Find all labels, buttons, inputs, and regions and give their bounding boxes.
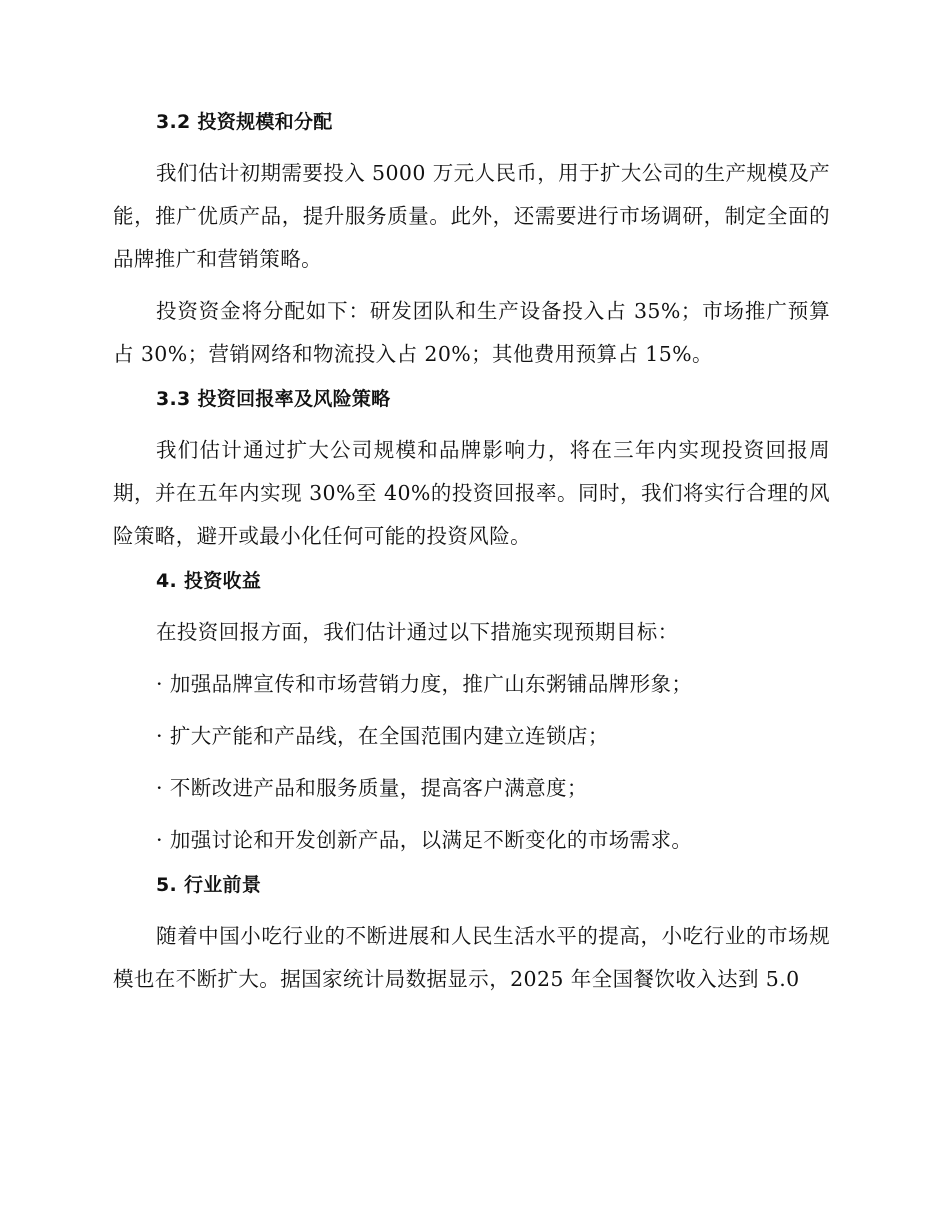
paragraph-fund-allocation: 投资资金将分配如下：研发团队和生产设备投入占 35%；市场推广预算占 30%；营销网络和物流投入占 20%；其他费用预算占 15%。 [113, 299, 830, 366]
paragraph-industry-outlook: 随着中国小吃行业的不断进展和人民生活水平的提高，小吃行业的市场规模也在不断扩大。据国家统计局数据显示，2025 年全国餐饮收入达到 5.0 [113, 924, 830, 991]
section-heading-investment-scale: 3.2 投资规模和分配 [156, 111, 333, 133]
paragraph-measures-intro: 在投资回报方面，我们估计通过以下措施实现预期目标： [156, 620, 679, 644]
list-item: · 加强讨论和开发创新产品，以满足不断变化的市场需求。 [156, 828, 693, 852]
list-item: · 扩大产能和产品线，在全国范围内建立连锁店； [156, 724, 609, 748]
paragraph-initial-investment: 我们估计初期需要投入 5000 万元人民币，用于扩大公司的生产规模及产能，推广优质产品，提升服务质量。此外，还需要进行市场调研，制定全面的品牌推广和营销策略。 [113, 161, 830, 271]
list-item: · 不断改进产品和服务质量，提高客户满意度； [156, 776, 588, 800]
section-heading-investment-income: 4. 投资收益 [156, 570, 262, 592]
list-item: · 加强品牌宣传和市场营销力度，推广山东粥铺品牌形象； [156, 672, 693, 696]
section-heading-industry-outlook: 5. 行业前景 [156, 874, 262, 896]
paragraph-return-risk: 我们估计通过扩大公司规模和品牌影响力，将在三年内实现投资回报周期，并在五年内实现 30%至 40%的投资回报率。同时，我们将实行合理的风险策略，避开或最小化任何可能的投资风险。 [113, 438, 830, 548]
section-heading-return-risk: 3.3 投资回报率及风险策略 [156, 388, 391, 410]
